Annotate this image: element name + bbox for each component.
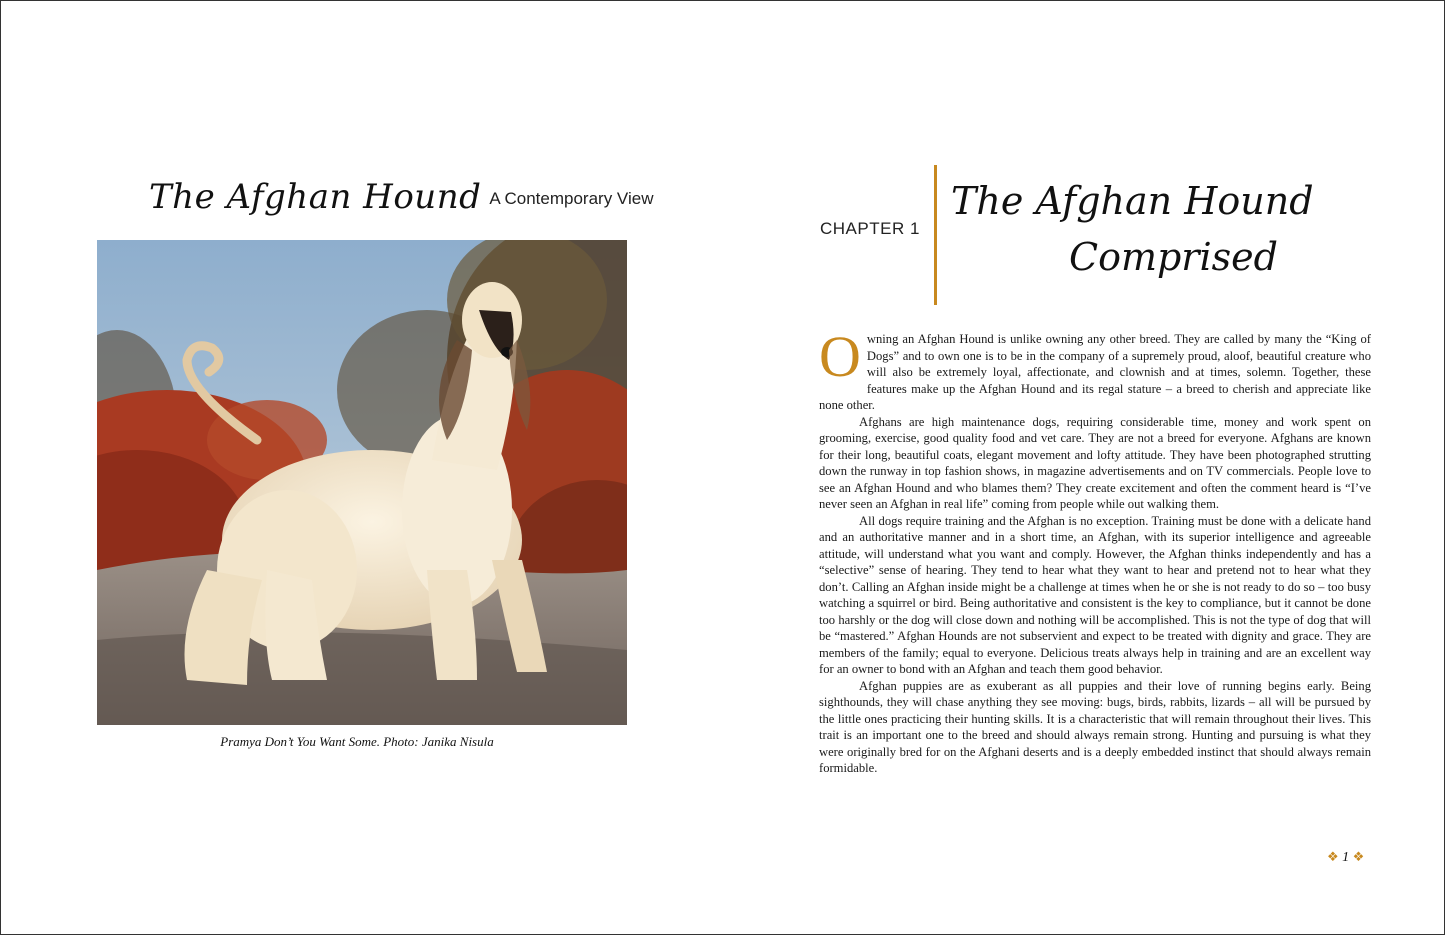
chapter-label: CHAPTER 1 (820, 219, 920, 238)
paragraph-1-text: wning an Afghan Hound is unlike owning any other breed. They are called by many the “King of Dogs” and to own one is to be in the company of a supremely proud, aloof, beautiful creature who will also be extremely loyal, affectionate, and clownish and at times, solemn. Together, these features make up the Afghan Hound and its regal stature – a breed to cherish and appreciate like none other. (819, 332, 1371, 412)
chapter-divider (934, 165, 937, 305)
book-title-subtitle: A Contemporary View (489, 189, 654, 208)
book-title-script: The Afghan Hound (149, 177, 482, 217)
page-folio (1327, 849, 1364, 866)
chapter-title-line2: Comprised (1069, 235, 1278, 279)
chapter-title (951, 173, 1331, 285)
paragraph-4: Afghan puppies are as exuberant as all puppies and their love of running begins early. Being sighthounds, they will chase anything they see moving: bugs, birds, rabbits, lizards – all will be pursued by the little ones practicing their hunting skills. It is a characteristic that will remain throughout their lives. This trait is an important one to the breed and should always remain strong. Hunting and pursuing is what they were originally bred for on the Afghani deserts and is a deeply embedded instinct that should always remain formidable. (819, 678, 1371, 775)
paragraph-3: All dogs require training and the Afghan is no exception. Training must be done with a delicate hand and an authoritative manner and in a short time, an Afghan, with its superior intelligence and agreeable attitude, will understand what you want and comply. However, the Afghan thinks independently and has a “selective” sense of hearing. They tend to hear what they want to hear and pretend not to hear what they don’t. Calling an Afghan inside might be a challenge at times when he or she is not ready to do so – too busy watching a squirrel or bird. Being authoritative and consistent is the key to compliance, but it cannot be done too harshly or the dog will close down and nothing will be accomplished. This is not the type of dog that will be “mastered.” Afghan Hounds are not subservient and expect to be treated with dignity and grace. They are members of the family; equal to everyone. Delicious treats always help in training and are an excellent way for an owner to bond with an Afghan and teach them good behavior. (819, 513, 1371, 676)
chapter-body (819, 324, 1371, 777)
ornament-icon: ❖ (1327, 849, 1339, 864)
photo-caption: Pramya Don’t You Want Some. Photo: Janika Nisula (220, 734, 494, 749)
paragraph-1 (819, 324, 1371, 414)
chapter-title-line1: The Afghan Hound (951, 179, 1314, 223)
book-title (149, 177, 653, 217)
page-number: 1 (1342, 850, 1350, 865)
afghan-hound-photo (97, 240, 627, 725)
paragraph-2: Afghans are high maintenance dogs, requiring considerable time, money and work spent on grooming, exercise, good quality food and vet care. They are not a breed for everyone. Afghans are known for their long, beautiful coats, elegant movement and lofty attitude. They have been photographed strutting down the runway in top fashion shows, in magazine advertisements and on TV commercials. People love to see an Afghan Hound and who blames them? They create excitement and often the comment heard is “I’ve never seen an Afghan in real life” coming from people while out walking them. (819, 414, 1371, 511)
drop-cap: O (819, 324, 861, 389)
ornament-icon: ❖ (1352, 849, 1365, 864)
